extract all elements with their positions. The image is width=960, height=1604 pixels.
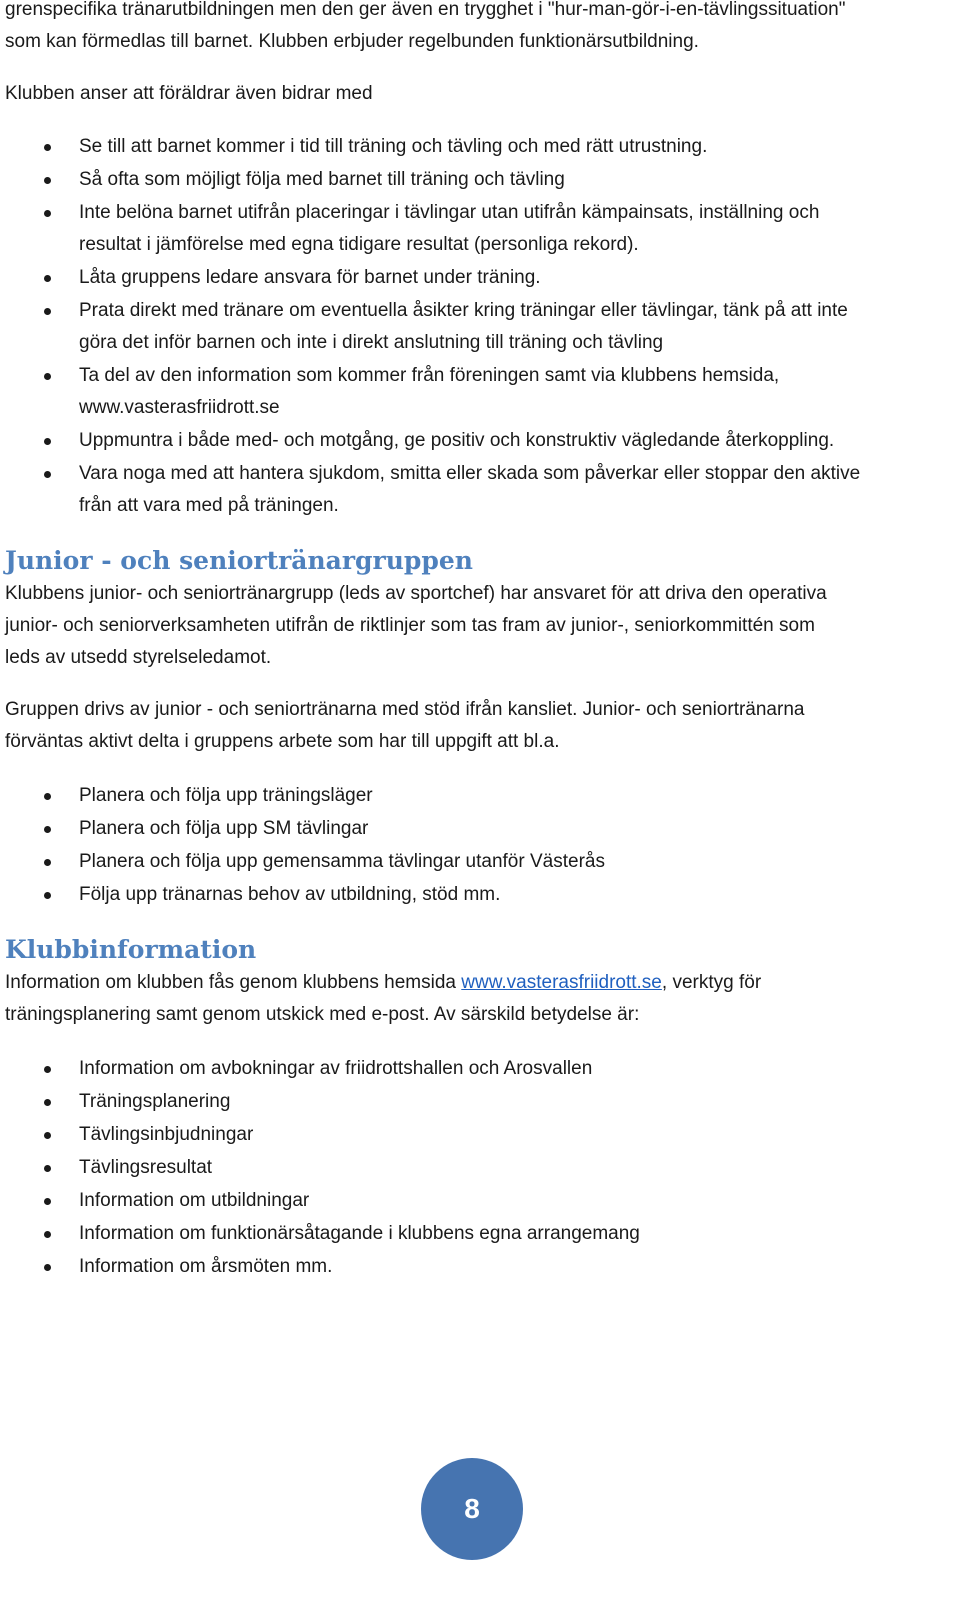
bullet-icon bbox=[44, 471, 51, 478]
bullet-icon bbox=[44, 1264, 51, 1271]
list-item: Information om avbokningar av friidrottshallen och Arosvallen bbox=[0, 1053, 950, 1085]
parents-intro: Klubben anser att föräldrar även bidrar med bbox=[5, 83, 373, 104]
list-item: Information om utbildningar bbox=[0, 1185, 950, 1217]
bullet-icon bbox=[44, 892, 51, 899]
list-item: Uppmuntra i både med- och motgång, ge positiv och konstruktiv vägledande återkoppling. bbox=[0, 425, 950, 457]
bullet-icon bbox=[44, 1198, 51, 1205]
list-item: Ta del av den information som kommer från föreningen samt via klubbens hemsida, www.vasterasfriidrott.se bbox=[0, 360, 950, 424]
list-item: Så ofta som möjligt följa med barnet till träning och tävling bbox=[0, 164, 950, 196]
list-item: Vara noga med att hantera sjukdom, smitta eller skada som påverkar eller stoppar den aktive från att vara med på träningen. bbox=[0, 458, 950, 522]
page-number: 8 bbox=[464, 1493, 480, 1524]
bullet-icon bbox=[44, 1132, 51, 1139]
list-item: Se till att barnet kommer i tid till träning och tävling och med rätt utrustning. bbox=[0, 131, 950, 163]
intro-line: grenspecifika tränarutbildningen men den ger även en trygghet i "hur-man-gör-i-en-tävlingssituation" bbox=[5, 0, 846, 20]
bullet-icon bbox=[44, 275, 51, 282]
list-item: Inte belöna barnet utifrån placeringar i tävlingar utan utifrån kämpainsats, inställning och resultat i jämförelse med egna tidigare resultat (personliga rekord). bbox=[0, 197, 950, 261]
bullet-icon bbox=[44, 1066, 51, 1073]
list-item: Planera och följa upp träningsläger bbox=[0, 780, 950, 812]
intro-line: som kan förmedlas till barnet. Klubben erbjuder regelbunden funktionärsutbildning. bbox=[5, 31, 699, 52]
bullet-icon bbox=[44, 1099, 51, 1106]
bullet-icon bbox=[44, 1165, 51, 1172]
bullet-icon bbox=[44, 1231, 51, 1238]
bullet-icon bbox=[44, 144, 51, 151]
list-item: Tävlingsresultat bbox=[0, 1152, 950, 1184]
junior-paragraph-2: Gruppen drivs av junior - och seniortränarna med stöd ifrån kansliet. Junior- och seniortränarna förväntas aktivt delta i gruppens arbete som har till uppgift att bl.a. bbox=[5, 699, 805, 752]
bullet-icon bbox=[44, 373, 51, 380]
club-paragraph: Information om klubben fås genom klubbens hemsida www.vasterasfriidrott.se, verktyg för träningsplanering samt genom utskick med e-post. Av särskild betydelse är: bbox=[5, 972, 762, 1025]
page-number-badge bbox=[421, 1458, 523, 1560]
list-item: Tävlingsinbjudningar bbox=[0, 1119, 950, 1151]
list-item: Information om årsmöten mm. bbox=[0, 1251, 950, 1283]
bullet-icon bbox=[44, 826, 51, 833]
junior-paragraph-1: Klubbens junior- och seniortränargrupp (leds av sportchef) har ansvaret för att driva den operativa junior- och seniorverksamheten utifrån de riktlinjer som tas fram av junior-, seniorkommittén som leds av utsedd styrelseledamot. bbox=[5, 583, 827, 668]
section-heading-club: Klubbinformation bbox=[5, 935, 257, 964]
section-heading-junior: Junior - och seniortränargruppen bbox=[5, 546, 473, 575]
bullet-icon bbox=[44, 308, 51, 315]
list-item: Låta gruppens ledare ansvara för barnet under träning. bbox=[0, 262, 950, 294]
bullet-icon bbox=[44, 859, 51, 866]
intro-paragraph bbox=[5, 0, 945, 58]
list-item: Planera och följa upp SM tävlingar bbox=[0, 813, 950, 845]
list-item: Träningsplanering bbox=[0, 1086, 950, 1118]
bullet-icon bbox=[44, 210, 51, 217]
bullet-icon bbox=[44, 438, 51, 445]
list-item: Prata direkt med tränare om eventuella åsikter kring träningar eller tävlingar, tänk på att inte göra det inför barnen och inte i direkt anslutning till träning och tävling bbox=[0, 295, 950, 359]
parents-bullet-list bbox=[0, 131, 950, 522]
bullet-icon bbox=[44, 177, 51, 184]
list-item: Planera och följa upp gemensamma tävlingar utanför Västerås bbox=[0, 846, 950, 878]
junior-bullet-list bbox=[0, 780, 950, 911]
club-bullet-list bbox=[0, 1053, 950, 1283]
club-website-link[interactable]: www.vasterasfriidrott.se bbox=[461, 972, 662, 993]
bullet-icon bbox=[44, 793, 51, 800]
list-item: Information om funktionärsåtagande i klubbens egna arrangemang bbox=[0, 1218, 950, 1250]
list-item: Följa upp tränarnas behov av utbildning, stöd mm. bbox=[0, 879, 950, 911]
